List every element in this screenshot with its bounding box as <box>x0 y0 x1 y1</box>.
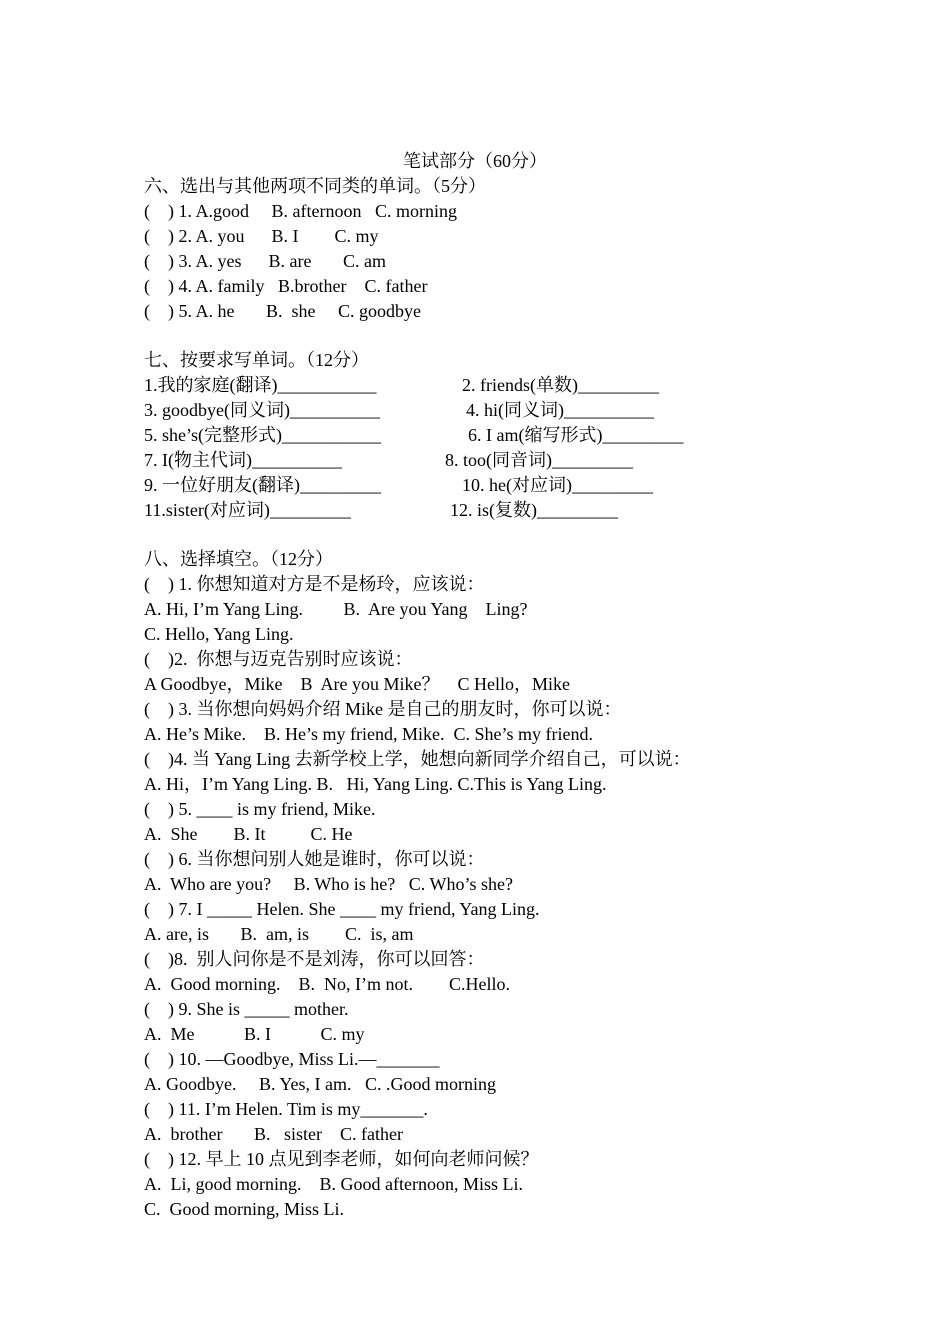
list-item: A. Me B. I C. my <box>144 1024 365 1044</box>
list-item: A. Hi，I’m Yang Ling. B. Hi, Yang Ling. C.This is Yang Ling. <box>144 774 607 794</box>
list-item: 5. she’s(完整形式)___________ <box>144 425 381 445</box>
list-item: A. He’s Mike. B. He’s my friend, Mike. C. She’s my friend. <box>144 724 593 744</box>
list-item: 9. 一位好朋友(翻译)_________ <box>144 475 381 495</box>
list-item: A. brother B. sister C. father <box>144 1124 403 1144</box>
section-7-heading: 七、按要求写单词。（12分） <box>144 350 369 370</box>
list-item: 4. hi(同义词)__________ <box>466 400 654 420</box>
list-item: ( ) 11. I’m Helen. Tim is my_______. <box>144 1099 428 1119</box>
list-item: A Goodbye，Mike B Are you Mike？ C Hello，Mike <box>144 674 570 694</box>
list-item: 8. too(同音词)_________ <box>445 450 633 470</box>
list-item: A. are, is B. am, is C. is, am <box>144 924 414 944</box>
list-item: ( ) 6. 当你想问别人她是谁时，你可以说： <box>144 849 485 869</box>
list-item: A. Good morning. B. No, I’m not. C.Hello. <box>144 974 510 994</box>
list-item: A. Goodbye. B. Yes, I am. C. .Good morning <box>144 1074 497 1094</box>
list-item: ( ) 5. A. he B. she C. goodbye <box>144 301 421 321</box>
list-item: A. Li, good morning. B. Good afternoon, Miss Li. <box>144 1174 523 1194</box>
list-item: A. Hi, I’m Yang Ling. B. Are you Yang Ling? <box>144 599 528 619</box>
list-item: A. She B. It C. He <box>144 824 353 844</box>
list-item: 2. friends(单数)_________ <box>462 375 659 395</box>
list-item: C. Hello, Yang Ling. <box>144 624 294 644</box>
list-item: C. Good morning, Miss Li. <box>144 1199 345 1219</box>
list-item: ( ) 3. 当你想向妈妈介绍 Mike 是自己的朋友时，你可以说： <box>144 699 622 719</box>
list-item: A. Who are you? B. Who is he? C. Who’s she? <box>144 874 513 894</box>
section-8-heading: 八、选择填空。（12分） <box>144 549 333 569</box>
list-item: ( ) 7. I _____ Helen. She ____ my friend, Yang Ling. <box>144 899 540 919</box>
list-item: 11.sister(对应词)_________ <box>144 500 351 520</box>
page-title: 笔试部分（60分） <box>403 151 547 171</box>
list-item: ( )8. 别人问你是不是刘涛，你可以回答： <box>144 949 485 969</box>
list-item: ( ) 5. ____ is my friend, Mike. <box>144 799 376 819</box>
list-item: 7. I(物主代词)__________ <box>144 450 342 470</box>
section-6-heading: 六、选出与其他两项不同类的单词。（5分） <box>144 176 486 196</box>
list-item: ( ) 1. A.good B. afternoon C. morning <box>144 201 457 221</box>
list-item: ( ) 9. She is _____ mother. <box>144 999 349 1019</box>
list-item: 3. goodbye(同义词)__________ <box>144 400 380 420</box>
list-item: 12. is(复数)_________ <box>450 500 618 520</box>
list-item: ( ) 4. A. family B.brother C. father <box>144 276 428 296</box>
list-item: ( ) 3. A. yes B. are C. am <box>144 251 386 271</box>
list-item: ( ) 10. —Goodbye, Miss Li.—_______ <box>144 1049 440 1069</box>
list-item: 6. I am(缩写形式)_________ <box>468 425 684 445</box>
list-item: 1.我的家庭(翻译)___________ <box>144 375 377 395</box>
list-item: ( ) 12. 早上 10 点见到李老师，如何向老师问候？ <box>144 1149 539 1169</box>
list-item: ( )2. 你想与迈克告别时应该说： <box>144 649 413 669</box>
list-item: ( ) 2. A. you B. I C. my <box>144 226 379 246</box>
list-item: ( ) 1. 你想知道对方是不是杨玲，应该说： <box>144 574 485 594</box>
list-item: 10. he(对应词)_________ <box>462 475 653 495</box>
list-item: ( )4. 当 Yang Ling 去新学校上学，她想向新同学介绍自己，可以说： <box>144 749 691 769</box>
